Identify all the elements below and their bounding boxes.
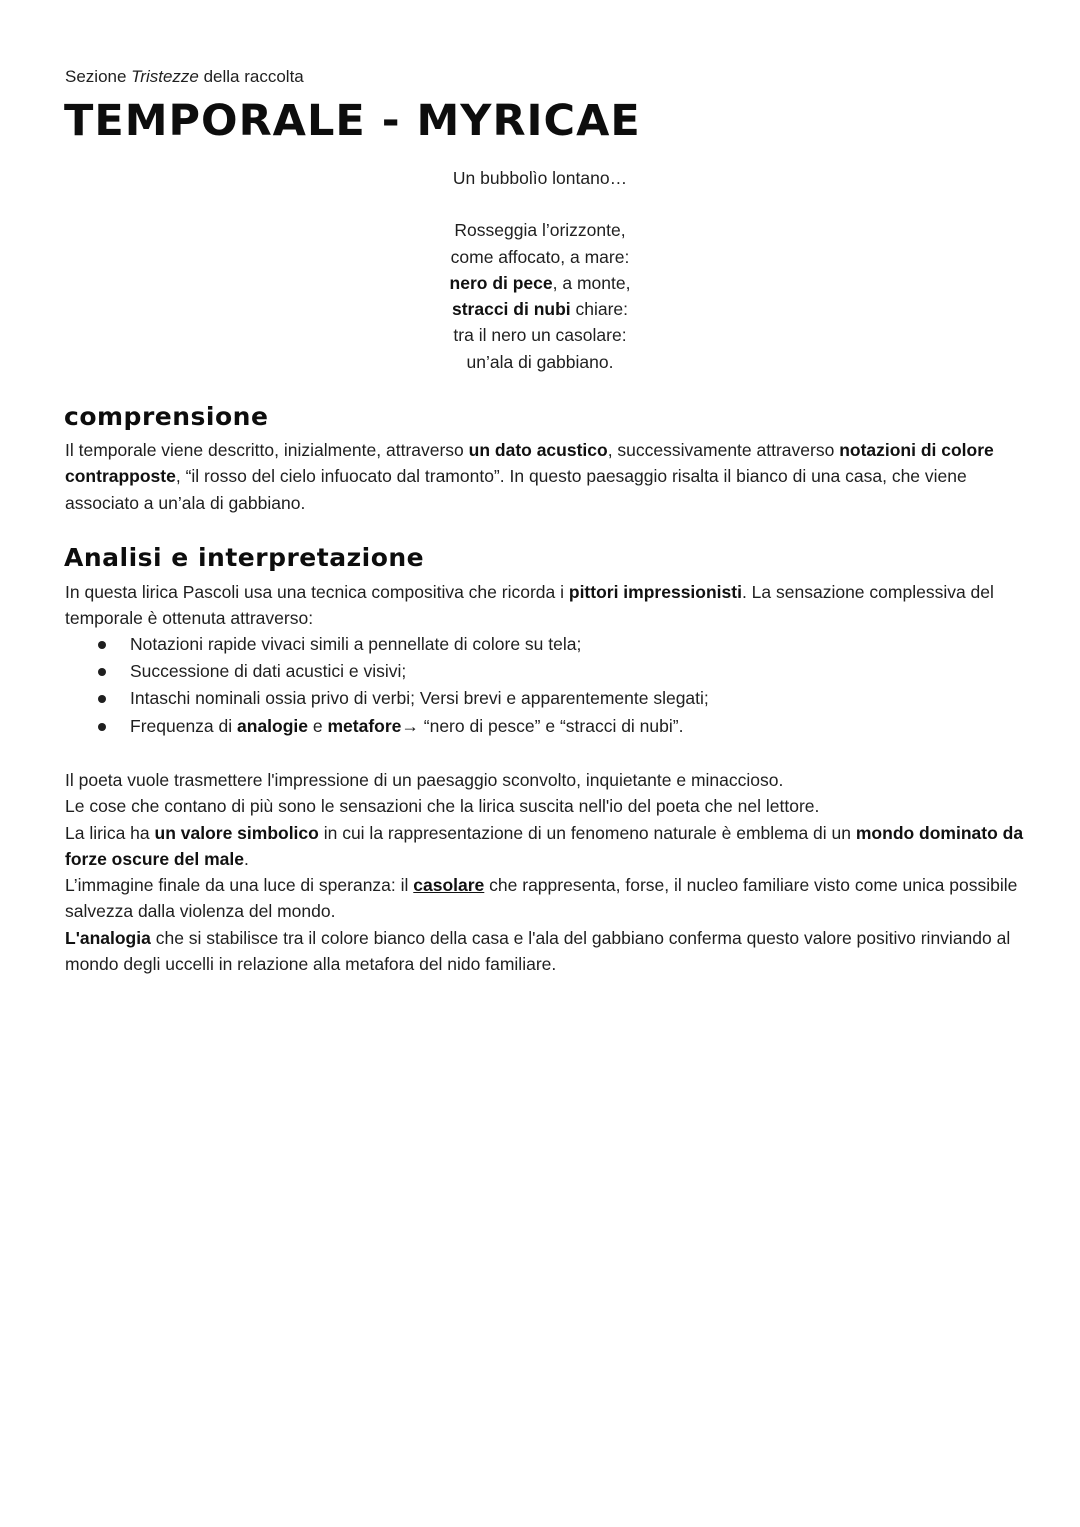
- text: che si stabilisce tra il colore bianco della casa e l'ala del gabbiano conferma questo valore positivo rinviando al mondo degli uccelli in relazione alla metafora del nido familiare.: [65, 927, 1011, 975]
- poem-line: come affocato, a mare:: [450, 246, 630, 267]
- bold-text: un dato acustico: [468, 440, 608, 460]
- bold-text: analogie: [237, 715, 309, 736]
- bullet-icon: [98, 723, 106, 731]
- conclusion-block: [65, 767, 1025, 977]
- list-item: [65, 658, 1025, 685]
- bold-text: un valore simbolico: [154, 822, 319, 843]
- list-item: [65, 685, 1025, 712]
- arrow-right-icon: →: [401, 715, 419, 736]
- text: e: [308, 715, 328, 736]
- section-name: Tristezze: [131, 67, 199, 86]
- bold-text: notazioni di colore contrapposte: [65, 440, 994, 487]
- bullet-icon: [98, 668, 106, 676]
- poem-line: tra il nero un casolare:: [453, 325, 627, 346]
- list-item: [65, 713, 1025, 740]
- conclusion-line: [65, 820, 1025, 873]
- poem-bold: stracci di nubi: [451, 299, 571, 320]
- text: Il temporale viene descritto, inizialmente, attraverso: [65, 440, 469, 460]
- conclusion-line: [65, 925, 1025, 978]
- text: . La sensazione complessiva del temporale è ottenuta attraverso:: [65, 582, 994, 629]
- poem-line: Rosseggia l’orizzonte,: [454, 220, 626, 241]
- text: In questa lirica Pascoli usa una tecnica compositiva che ricorda i: [65, 582, 569, 602]
- bold-text: pittori impressionisti: [568, 582, 742, 602]
- poem-line: Un bubbolìo lontano…: [452, 168, 628, 188]
- text: Frequenza di: [130, 715, 238, 736]
- conclusion-line: Le cose che contano di più sono le sensazioni che la lirica suscita nell'io del poeta che nel lettore.: [65, 796, 820, 817]
- analisi-paragraph: [65, 579, 1025, 632]
- poem: [340, 165, 740, 375]
- comprensione-paragraph: [65, 437, 1025, 516]
- text: La lirica ha: [65, 822, 155, 843]
- text: , successivamente attraverso: [607, 440, 840, 460]
- bold-underlined: [413, 875, 484, 895]
- poem-bold: nero di pece: [449, 272, 553, 293]
- conclusion-line: Il poeta vuole trasmettere l'impressione di un paesaggio sconvolto, inquietante e minaccioso.: [65, 770, 784, 790]
- conclusion-line: [65, 872, 1025, 925]
- text: , “il rosso del cielo infuocato dal tramonto”. In questo paesaggio risalta il bianco di una casa, che viene associato a un’ala di gabbiano.: [65, 466, 967, 513]
- list-item: [65, 631, 1025, 658]
- bold-text: metafore: [327, 715, 402, 736]
- heading-comprensione: comprensione: [64, 402, 269, 431]
- section-suffix: della raccolta: [198, 67, 304, 86]
- poem-line: [340, 270, 740, 296]
- text: che rappresenta, forse, il nucleo familiare visto come unica possibile salvezza dalla violenza del mondo.: [65, 875, 1018, 922]
- bold-text: L'analogia: [65, 927, 151, 948]
- text: .: [243, 848, 249, 869]
- bullet-list: [65, 631, 1025, 740]
- text: “nero di pesce” e “stracci di nubi”.: [418, 715, 684, 736]
- page-title: TEMPORALE - MYRICAE: [64, 96, 641, 146]
- section-prefix: Sezione: [65, 67, 132, 86]
- bullet-icon: [98, 641, 106, 649]
- text: Notazioni rapide vivaci simili a pennellate di colore su tela;: [130, 634, 582, 654]
- bold-text: mondo dominato da forze oscure del male: [65, 822, 1024, 869]
- heading-analisi: Analisi e interpretazione: [64, 543, 425, 572]
- poem-text: chiare:: [570, 299, 629, 320]
- bullet-icon: [98, 695, 106, 703]
- text: L’immagine finale da una luce di speranza: il: [65, 875, 414, 896]
- text: Successione di dati acustici e visivi;: [130, 661, 407, 682]
- text: in cui la rappresentazione di un fenomeno naturale è emblema di un: [318, 822, 856, 843]
- text: Intaschi nominali ossia privo di verbi; Versi brevi e apparentemente slegati;: [130, 688, 709, 709]
- poem-line: un’ala di gabbiano.: [466, 351, 614, 372]
- poem-line: [340, 296, 740, 322]
- stanza-gap: [340, 191, 740, 217]
- section-note: [65, 66, 304, 88]
- poem-text: , a monte,: [552, 272, 631, 293]
- underlined-text: casolare: [413, 875, 485, 896]
